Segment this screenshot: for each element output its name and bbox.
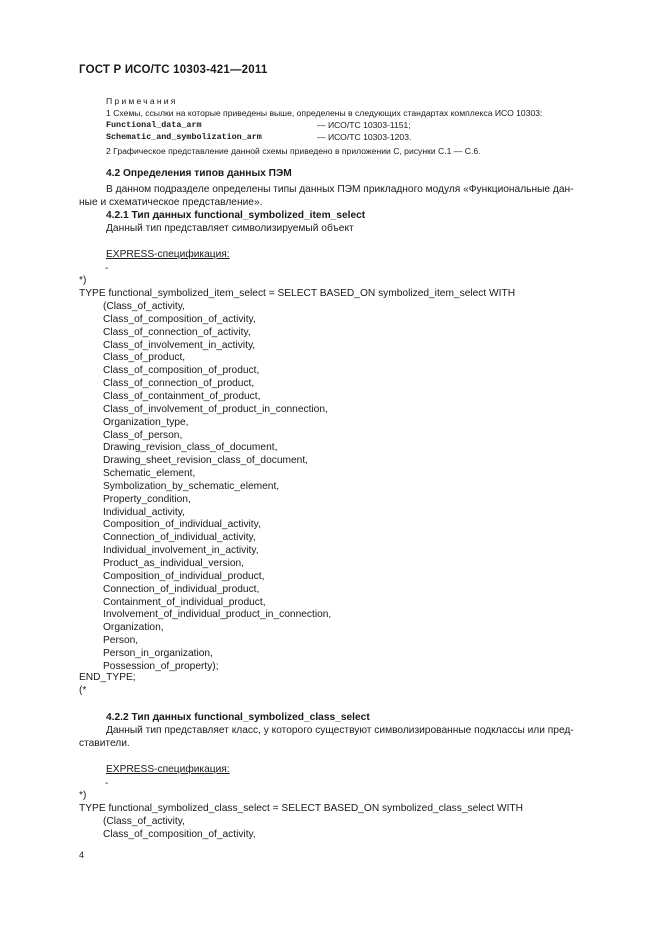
comment-open-1: *) [79, 275, 87, 286]
select-item: Class_of_person, [103, 429, 183, 441]
end-type-1: END_TYPE; [79, 672, 136, 683]
type-declaration-1: TYPE functional_symbolized_item_select = SELECT BASED_ON symbolized_item_select WITH [79, 288, 516, 299]
notes-title: Примечания [106, 96, 178, 106]
express-dash-2: - [105, 778, 109, 789]
select-item: Class_of_connection_of_activity, [103, 326, 251, 338]
express-label-1: EXPRESS-спецификация: [106, 249, 230, 260]
select-item: Class_of_product, [103, 352, 186, 364]
note-item-2: 2 Графическое представление данной схемы приведено в приложении C, рисунки C.1 — C.6. [106, 146, 481, 156]
select-item: Class_of_composition_of_product, [103, 365, 260, 377]
select-item: Composition_of_individual_product, [103, 570, 265, 582]
page-number: 4 [79, 850, 85, 860]
select-item: Drawing_revision_class_of_document, [103, 442, 278, 454]
select-item: Property_condition, [103, 493, 191, 505]
select-item: Class_of_connection_of_product, [103, 378, 255, 390]
section-para-line-2: ные и схематическое представление». [79, 197, 263, 208]
select-item: Drawing_sheet_revision_class_of_document, [103, 455, 308, 467]
ref-name-2: Schematic_and_symbolization_arm [106, 132, 262, 142]
select-item: Composition_of_individual_activity, [103, 519, 261, 531]
select-item: Class_of_containment_of_product, [103, 390, 261, 402]
select-item: (Class_of_activity, [103, 301, 185, 312]
comment-close-1: (* [79, 685, 87, 696]
select-item: Schematic_element, [103, 468, 196, 480]
select-item: Involvement_of_individual_product_in_connection, [103, 609, 332, 621]
select-item: Class_of_composition_of_activity, [103, 313, 256, 325]
select-item: Person_in_organization, [103, 647, 213, 659]
ref-std-1: — ИСО/ТС 10303-1151; [317, 120, 411, 130]
subsection-2-desc-line-2: ставители. [79, 738, 130, 749]
subsection-2-heading: 4.2.2 Тип данных functional_symbolized_class_select [106, 712, 370, 723]
select-item: Class_of_composition_of_activity, [103, 828, 256, 840]
subsection-1-desc: Данный тип представляет символизируемый объект [106, 223, 354, 234]
select-item: Connection_of_individual_activity, [103, 532, 256, 544]
subsection-1-heading: 4.2.1 Тип данных functional_symbolized_item_select [106, 210, 366, 221]
express-label-2: EXPRESS-спецификация: [106, 764, 230, 775]
select-item: Symbolization_by_schematic_element, [103, 480, 280, 492]
comment-open-2: *) [79, 790, 87, 801]
select-item: (Class_of_activity, [103, 816, 185, 827]
express-dash-1: - [105, 263, 109, 274]
select-item: Individual_activity, [103, 506, 185, 518]
note-item-1: 1 Схемы, ссылки на которые приведены выше, определены в следующих стандартах комплекса ИСО 10303: [106, 108, 543, 118]
ref-std-2: — ИСО/ТС 10303-1203. [317, 132, 412, 142]
select-item: Product_as_individual_version, [103, 558, 245, 569]
section-para-line-1: В данном подразделе определены типы данных ПЭМ прикладного модуля «Функциональные дан- [106, 184, 574, 195]
select-item: Individual_involvement_in_activity, [103, 545, 259, 557]
select-item: Class_of_involvement_in_activity, [103, 339, 256, 351]
subsection-2-desc-line-1: Данный тип представляет класс, у которого существуют символизированные подклассы или пред- [106, 725, 574, 736]
select-item: Organization_type, [103, 416, 189, 428]
select-item: Containment_of_individual_product, [103, 596, 266, 608]
ref-name-1: Functional_data_arm [106, 120, 202, 130]
section-heading: 4.2 Определения типов данных ПЭМ [106, 168, 292, 179]
select-item: Person, [103, 635, 139, 647]
select-item: Connection_of_individual_product, [103, 583, 260, 595]
select-item: Class_of_involvement_of_product_in_connection, [103, 403, 328, 415]
type-declaration-2: TYPE functional_symbolized_class_select = SELECT BASED_ON symbolized_class_select WITH [79, 803, 523, 814]
select-item: Possession_of_property); [103, 660, 219, 672]
document-header: ГОСТ Р ИСО/ТС 10303-421—2011 [79, 64, 268, 76]
select-item: Organization, [103, 622, 164, 634]
